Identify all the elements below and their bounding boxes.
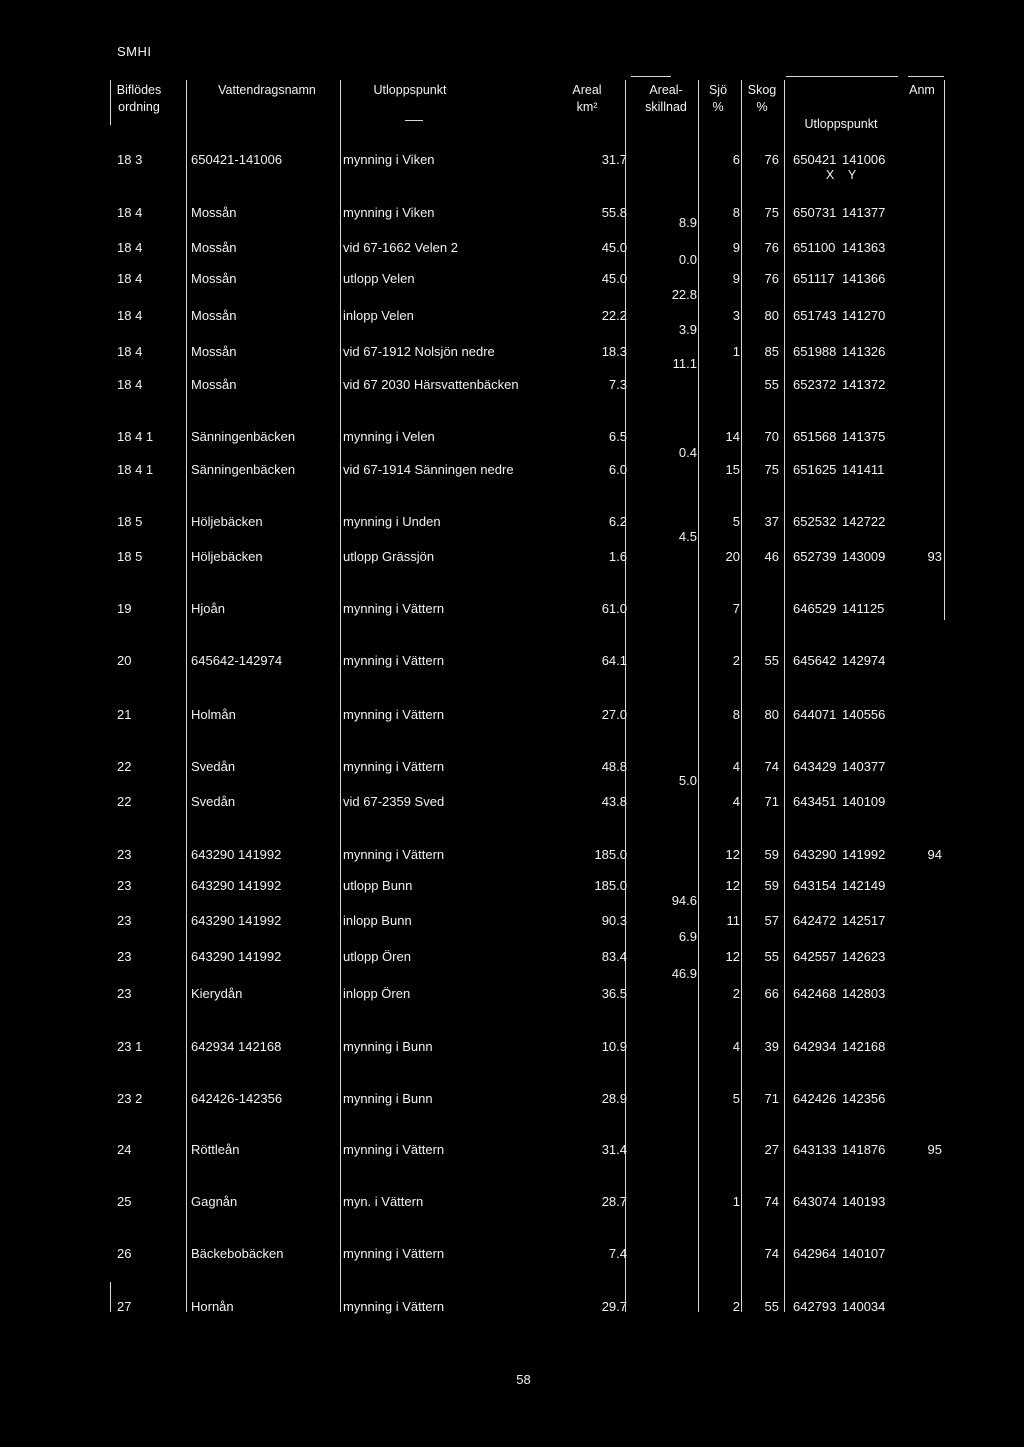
cell-x: 651743 bbox=[793, 308, 837, 323]
header-rule bbox=[786, 76, 898, 77]
cell-point: mynning i Vättern bbox=[343, 601, 445, 616]
cell-skog: 55 bbox=[764, 1299, 779, 1314]
cell-x: 644071 bbox=[793, 707, 837, 722]
cell-skog: 80 bbox=[764, 308, 779, 323]
cell-y: 140556 bbox=[842, 707, 886, 722]
cell-skog: 80 bbox=[764, 707, 779, 722]
cell-area: 1.6 bbox=[608, 549, 627, 564]
cell-skog: 70 bbox=[764, 429, 779, 444]
cell-skog: 74 bbox=[764, 759, 779, 774]
cell-y: 140193 bbox=[842, 1194, 886, 1209]
cell-skog: 59 bbox=[764, 847, 779, 862]
table-row bbox=[0, 911, 1024, 931]
cell-sjo: 12 bbox=[725, 949, 740, 964]
cell-name: Sänningenbäcken bbox=[191, 462, 296, 477]
column-separator bbox=[784, 80, 785, 1312]
cell-y: 141366 bbox=[842, 271, 886, 286]
table-row bbox=[0, 512, 1024, 532]
cell-point: mynning i Vättern bbox=[343, 1142, 445, 1157]
cell-skog: 76 bbox=[764, 240, 779, 255]
column-separator bbox=[698, 80, 699, 1312]
table-row bbox=[0, 876, 1024, 896]
cell-area: 7.3 bbox=[608, 377, 627, 392]
header-coord-line1: Utloppspunkt bbox=[804, 117, 878, 131]
area-difference-value: 46.9 bbox=[671, 966, 697, 981]
cell-y: 141270 bbox=[842, 308, 886, 323]
cell-area: 10.9 bbox=[601, 1039, 627, 1054]
cell-skog: 27 bbox=[764, 1142, 779, 1157]
cell-point: utlopp Velen bbox=[343, 271, 415, 286]
cell-area: 61.0 bbox=[601, 601, 627, 616]
column-separator bbox=[110, 80, 111, 125]
cell-x: 642793 bbox=[793, 1299, 837, 1314]
cell-sjo: 12 bbox=[725, 878, 740, 893]
table-row bbox=[0, 1140, 1024, 1160]
header-point: Utloppspunkt bbox=[373, 83, 447, 97]
cell-x: 645642 bbox=[793, 653, 837, 668]
cell-area: 31.7 bbox=[601, 152, 627, 167]
cell-point: inlopp Ören bbox=[343, 986, 411, 1001]
cell-ordning: 22 bbox=[117, 794, 132, 809]
header-coord-line2: X Y bbox=[825, 168, 857, 182]
cell-y: 142623 bbox=[842, 949, 886, 964]
cell-skog: 74 bbox=[764, 1194, 779, 1209]
cell-ordning: 23 bbox=[117, 878, 132, 893]
header-name: Vattendragsnamn bbox=[218, 83, 316, 97]
cell-name: 643290 141992 bbox=[191, 913, 282, 928]
cell-x: 652532 bbox=[793, 514, 837, 529]
cell-x: 651625 bbox=[793, 462, 837, 477]
area-difference-value: 94.6 bbox=[671, 893, 697, 908]
table-row bbox=[0, 845, 1024, 865]
cell-y: 143009 bbox=[842, 549, 886, 564]
header-skog bbox=[740, 82, 784, 116]
cell-sjo: 1 bbox=[732, 1194, 740, 1209]
cell-name: 642934 142168 bbox=[191, 1039, 282, 1054]
cell-anm: 95 bbox=[927, 1142, 942, 1157]
cell-area: 45.0 bbox=[601, 271, 627, 286]
cell-y: 141363 bbox=[842, 240, 886, 255]
table-row bbox=[0, 342, 1024, 362]
cell-x: 643451 bbox=[793, 794, 837, 809]
cell-ordning: 20 bbox=[117, 653, 132, 668]
cell-sjo: 4 bbox=[732, 759, 740, 774]
table-row bbox=[0, 792, 1024, 812]
cell-area: 18.3 bbox=[601, 344, 627, 359]
cell-y: 141876 bbox=[842, 1142, 886, 1157]
table-row bbox=[0, 651, 1024, 671]
table-row bbox=[0, 150, 1024, 170]
cell-point: mynning i Vättern bbox=[343, 653, 445, 668]
table-row bbox=[0, 238, 1024, 258]
column-separator bbox=[186, 80, 187, 1312]
table-row bbox=[0, 306, 1024, 326]
cell-name: Kierydån bbox=[191, 986, 243, 1001]
cell-ordning: 19 bbox=[117, 601, 132, 616]
header-rule bbox=[405, 120, 423, 121]
cell-name: Gagnån bbox=[191, 1194, 238, 1209]
cell-x: 646529 bbox=[793, 601, 837, 616]
cell-y: 142168 bbox=[842, 1039, 886, 1054]
cell-name: Mossån bbox=[191, 308, 237, 323]
area-difference-value: 0.4 bbox=[678, 445, 697, 460]
cell-x: 651100 bbox=[793, 240, 836, 255]
cell-name: Hjoån bbox=[191, 601, 225, 616]
cell-sjo: 8 bbox=[732, 205, 740, 220]
header-area-line1: Areal bbox=[572, 83, 602, 97]
cell-x: 643074 bbox=[793, 1194, 837, 1209]
cell-ordning: 27 bbox=[117, 1299, 132, 1314]
cell-sjo: 6 bbox=[732, 152, 740, 167]
cell-sjo: 1 bbox=[732, 344, 740, 359]
area-difference-value: 8.9 bbox=[678, 215, 697, 230]
cell-y: 141375 bbox=[842, 429, 886, 444]
cell-sjo: 8 bbox=[732, 707, 740, 722]
cell-y: 141125 bbox=[842, 601, 885, 616]
cell-ordning: 18 4 bbox=[117, 377, 143, 392]
cell-point: mynning i Velen bbox=[343, 429, 435, 444]
table-row bbox=[0, 1192, 1024, 1212]
cell-y: 141377 bbox=[842, 205, 886, 220]
cell-sjo: 7 bbox=[732, 601, 740, 616]
cell-skog: 85 bbox=[764, 344, 779, 359]
cell-name: Svedån bbox=[191, 794, 236, 809]
cell-area: 29.7 bbox=[601, 1299, 627, 1314]
cell-ordning: 18 4 bbox=[117, 271, 143, 286]
area-difference-value: 6.9 bbox=[678, 929, 697, 944]
cell-ordning: 23 bbox=[117, 847, 132, 862]
header-skog-line2: % bbox=[756, 100, 768, 114]
cell-ordning: 25 bbox=[117, 1194, 132, 1209]
cell-skog: 37 bbox=[764, 514, 779, 529]
page-number: 58 bbox=[516, 1372, 531, 1387]
cell-area: 31.4 bbox=[601, 1142, 627, 1157]
cell-name: Höljebäcken bbox=[191, 549, 263, 564]
cell-y: 142149 bbox=[842, 878, 886, 893]
cell-point: mynning i Viken bbox=[343, 152, 435, 167]
cell-skog: 39 bbox=[764, 1039, 779, 1054]
cell-x: 651568 bbox=[793, 429, 837, 444]
table-row bbox=[0, 757, 1024, 777]
cell-area: 185.0 bbox=[594, 878, 627, 893]
cell-area: 36.5 bbox=[601, 986, 627, 1001]
cell-point: utlopp Ören bbox=[343, 949, 411, 964]
cell-ordning: 18 3 bbox=[117, 152, 143, 167]
header-diff bbox=[630, 82, 702, 116]
table-row bbox=[0, 203, 1024, 223]
cell-area: 22.2 bbox=[601, 308, 627, 323]
cell-anm: 93 bbox=[927, 549, 942, 564]
table-row bbox=[0, 705, 1024, 725]
table-row bbox=[0, 547, 1024, 567]
area-difference-value: 5.0 bbox=[678, 773, 697, 788]
cell-sjo: 9 bbox=[732, 240, 740, 255]
cell-ordning: 18 4 bbox=[117, 205, 143, 220]
cell-ordning: 26 bbox=[117, 1246, 132, 1261]
cell-x: 642468 bbox=[793, 986, 837, 1001]
cell-skog: 75 bbox=[764, 462, 779, 477]
cell-ordning: 18 4 bbox=[117, 240, 143, 255]
cell-point: inlopp Velen bbox=[343, 308, 414, 323]
cell-x: 643133 bbox=[793, 1142, 837, 1157]
cell-point: myn. i Vättern bbox=[343, 1194, 424, 1209]
cell-x: 652372 bbox=[793, 377, 837, 392]
cell-ordning: 22 bbox=[117, 759, 132, 774]
cell-skog: 55 bbox=[764, 949, 779, 964]
cell-x: 643154 bbox=[793, 878, 837, 893]
cell-x: 650731 bbox=[793, 205, 837, 220]
cell-point: mynning i Unden bbox=[343, 514, 441, 529]
area-difference-value: 4.5 bbox=[678, 529, 697, 544]
cell-point: vid 67-1912 Nolsjön nedre bbox=[343, 344, 495, 359]
cell-area: 83.4 bbox=[601, 949, 627, 964]
table-row bbox=[0, 1089, 1024, 1109]
cell-name: Mossån bbox=[191, 205, 237, 220]
cell-ordning: 23 2 bbox=[117, 1091, 143, 1106]
cell-area: 7.4 bbox=[608, 1246, 627, 1261]
cell-skog: 75 bbox=[764, 205, 779, 220]
cell-y: 142356 bbox=[842, 1091, 886, 1106]
table-row bbox=[0, 1037, 1024, 1057]
cell-point: vid 67-1914 Sänningen nedre bbox=[343, 462, 514, 477]
cell-name: Sänningenbäcken bbox=[191, 429, 296, 444]
header-sjo-line1: Sjö bbox=[708, 83, 728, 97]
table-row bbox=[0, 984, 1024, 1004]
cell-area: 27.0 bbox=[601, 707, 627, 722]
cell-point: mynning i Vättern bbox=[343, 759, 445, 774]
cell-area: 48.8 bbox=[601, 759, 627, 774]
header-rule bbox=[631, 76, 671, 77]
cell-ordning: 24 bbox=[117, 1142, 132, 1157]
cell-name: Höljebäcken bbox=[191, 514, 263, 529]
table-row bbox=[0, 269, 1024, 289]
cell-name: 643290 141992 bbox=[191, 878, 282, 893]
cell-ordning: 18 4 1 bbox=[117, 462, 154, 477]
cell-ordning: 18 4 bbox=[117, 344, 143, 359]
cell-point: mynning i Vättern bbox=[343, 1246, 445, 1261]
cell-y: 140034 bbox=[842, 1299, 886, 1314]
cell-point: mynning i Bunn bbox=[343, 1039, 433, 1054]
column-separator bbox=[340, 80, 341, 1312]
cell-ordning: 23 bbox=[117, 986, 132, 1001]
header-area-line2: km² bbox=[576, 100, 598, 114]
cell-name: Mossån bbox=[191, 240, 237, 255]
cell-name: Mossån bbox=[191, 377, 237, 392]
cell-area: 64.1 bbox=[601, 653, 627, 668]
header-ordning-line2: ordning bbox=[118, 100, 160, 114]
cell-y: 141992 bbox=[842, 847, 886, 862]
cell-skog: 71 bbox=[764, 1091, 779, 1106]
header-skog-line1: Skog bbox=[747, 83, 777, 97]
cell-point: utlopp Bunn bbox=[343, 878, 413, 893]
cell-name: Mossån bbox=[191, 344, 237, 359]
column-separator bbox=[625, 80, 626, 1312]
area-difference-value: 0.0 bbox=[678, 252, 697, 267]
cell-point: inlopp Bunn bbox=[343, 913, 412, 928]
cell-sjo: 5 bbox=[732, 514, 740, 529]
cell-name: Mossån bbox=[191, 271, 237, 286]
cell-x: 642934 bbox=[793, 1039, 837, 1054]
table-row bbox=[0, 947, 1024, 967]
cell-x: 643290 bbox=[793, 847, 837, 862]
table-row bbox=[0, 599, 1024, 619]
cell-sjo: 11 bbox=[726, 913, 740, 928]
cell-area: 55.8 bbox=[601, 205, 627, 220]
cell-point: vid 67 2030 Härsvattenbäcken bbox=[343, 377, 519, 392]
cell-point: mynning i Vättern bbox=[343, 707, 445, 722]
cell-sjo: 5 bbox=[732, 1091, 740, 1106]
cell-sjo: 20 bbox=[725, 549, 740, 564]
cell-name: 650421-141006 bbox=[191, 152, 283, 167]
cell-skog: 74 bbox=[764, 1246, 779, 1261]
table-row bbox=[0, 375, 1024, 395]
cell-x: 642472 bbox=[793, 913, 837, 928]
cell-x: 651117 bbox=[793, 271, 835, 286]
cell-skog: 57 bbox=[764, 913, 779, 928]
cell-name: 645642-142974 bbox=[191, 653, 283, 668]
cell-area: 90.3 bbox=[601, 913, 627, 928]
cell-point: mynning i Bunn bbox=[343, 1091, 433, 1106]
cell-sjo: 9 bbox=[732, 271, 740, 286]
cell-sjo: 2 bbox=[732, 1299, 740, 1314]
cell-area: 185.0 bbox=[594, 847, 627, 862]
cell-ordning: 18 5 bbox=[117, 514, 143, 529]
header-diff-line1: Areal- bbox=[649, 83, 683, 97]
cell-skog: 76 bbox=[764, 271, 779, 286]
header-ordning bbox=[108, 82, 170, 116]
cell-point: mynning i Vättern bbox=[343, 847, 445, 862]
cell-x: 643429 bbox=[793, 759, 837, 774]
header-sjo-line2: % bbox=[712, 100, 724, 114]
table-row bbox=[0, 427, 1024, 447]
cell-area: 28.9 bbox=[601, 1091, 627, 1106]
cell-point: vid 67-1662 Velen 2 bbox=[343, 240, 458, 255]
cell-ordning: 23 bbox=[117, 913, 132, 928]
cell-ordning: 18 4 1 bbox=[117, 429, 154, 444]
cell-x: 642426 bbox=[793, 1091, 837, 1106]
cell-sjo: 4 bbox=[732, 794, 740, 809]
cell-name: Holmån bbox=[191, 707, 236, 722]
table-row bbox=[0, 1244, 1024, 1264]
cell-y: 141326 bbox=[842, 344, 886, 359]
column-separator bbox=[741, 80, 742, 1312]
cell-y: 142803 bbox=[842, 986, 886, 1001]
cell-x: 642557 bbox=[793, 949, 837, 964]
cell-point: utlopp Grässjön bbox=[343, 549, 435, 564]
area-difference-value: 11.1 bbox=[672, 356, 697, 371]
cell-point: vid 67-2359 Sved bbox=[343, 794, 445, 809]
cell-sjo: 2 bbox=[732, 986, 740, 1001]
header-diff-line2: skillnad bbox=[645, 100, 687, 114]
table-row bbox=[0, 1297, 1024, 1317]
header-rule bbox=[908, 76, 944, 77]
cell-area: 28.7 bbox=[601, 1194, 627, 1209]
cell-ordning: 21 bbox=[117, 707, 132, 722]
cell-skog: 76 bbox=[764, 152, 779, 167]
cell-name: 643290 141992 bbox=[191, 847, 282, 862]
cell-sjo: 4 bbox=[732, 1039, 740, 1054]
cell-name: Bäckebobäcken bbox=[191, 1246, 284, 1261]
cell-ordning: 18 4 bbox=[117, 308, 143, 323]
cell-area: 6.2 bbox=[608, 514, 627, 529]
cell-y: 142517 bbox=[842, 913, 886, 928]
header-anm: Anm bbox=[909, 83, 935, 97]
cell-x: 642964 bbox=[793, 1246, 837, 1261]
cell-name: Hornån bbox=[191, 1299, 234, 1314]
cell-skog: 46 bbox=[764, 549, 779, 564]
header-ordning-line1: Biflödes bbox=[116, 83, 162, 97]
cell-sjo: 3 bbox=[732, 308, 740, 323]
cell-point: mynning i Vättern bbox=[343, 1299, 445, 1314]
cell-name: Svedån bbox=[191, 759, 236, 774]
cell-ordning: 23 bbox=[117, 949, 132, 964]
cell-y: 140377 bbox=[842, 759, 886, 774]
cell-ordning: 23 1 bbox=[117, 1039, 143, 1054]
cell-x: 651988 bbox=[793, 344, 837, 359]
cell-x: 650421 bbox=[793, 152, 837, 167]
cell-sjo: 2 bbox=[732, 653, 740, 668]
cell-sjo: 15 bbox=[725, 462, 740, 477]
area-difference-value: 22.8 bbox=[671, 287, 697, 302]
cell-y: 140109 bbox=[842, 794, 886, 809]
header-area bbox=[556, 82, 618, 116]
cell-sjo: 14 bbox=[725, 429, 740, 444]
cell-point: mynning i Viken bbox=[343, 205, 435, 220]
cell-area: 6.0 bbox=[608, 462, 627, 477]
cell-area: 6.5 bbox=[608, 429, 627, 444]
cell-ordning: 18 5 bbox=[117, 549, 143, 564]
cell-skog: 55 bbox=[764, 377, 779, 392]
cell-skog: 59 bbox=[764, 878, 779, 893]
cell-y: 141411 bbox=[842, 462, 885, 477]
header-sjo bbox=[698, 82, 738, 116]
cell-y: 142974 bbox=[842, 653, 886, 668]
organization-label: SMHI bbox=[117, 44, 152, 59]
cell-y: 141372 bbox=[842, 377, 886, 392]
area-difference-value: 3.9 bbox=[678, 322, 697, 337]
cell-anm: 94 bbox=[927, 847, 942, 862]
table-row bbox=[0, 460, 1024, 480]
cell-area: 45.0 bbox=[601, 240, 627, 255]
cell-y: 141006 bbox=[842, 152, 886, 167]
cell-skog: 71 bbox=[764, 794, 779, 809]
cell-skog: 55 bbox=[764, 653, 779, 668]
cell-y: 140107 bbox=[842, 1246, 886, 1261]
cell-name: 642426-142356 bbox=[191, 1091, 283, 1106]
cell-skog: 66 bbox=[764, 986, 779, 1001]
cell-sjo: 12 bbox=[725, 847, 740, 862]
cell-name: 643290 141992 bbox=[191, 949, 282, 964]
cell-y: 142722 bbox=[842, 514, 886, 529]
cell-area: 43.8 bbox=[601, 794, 627, 809]
cell-x: 652739 bbox=[793, 549, 837, 564]
cell-name: Röttleån bbox=[191, 1142, 240, 1157]
